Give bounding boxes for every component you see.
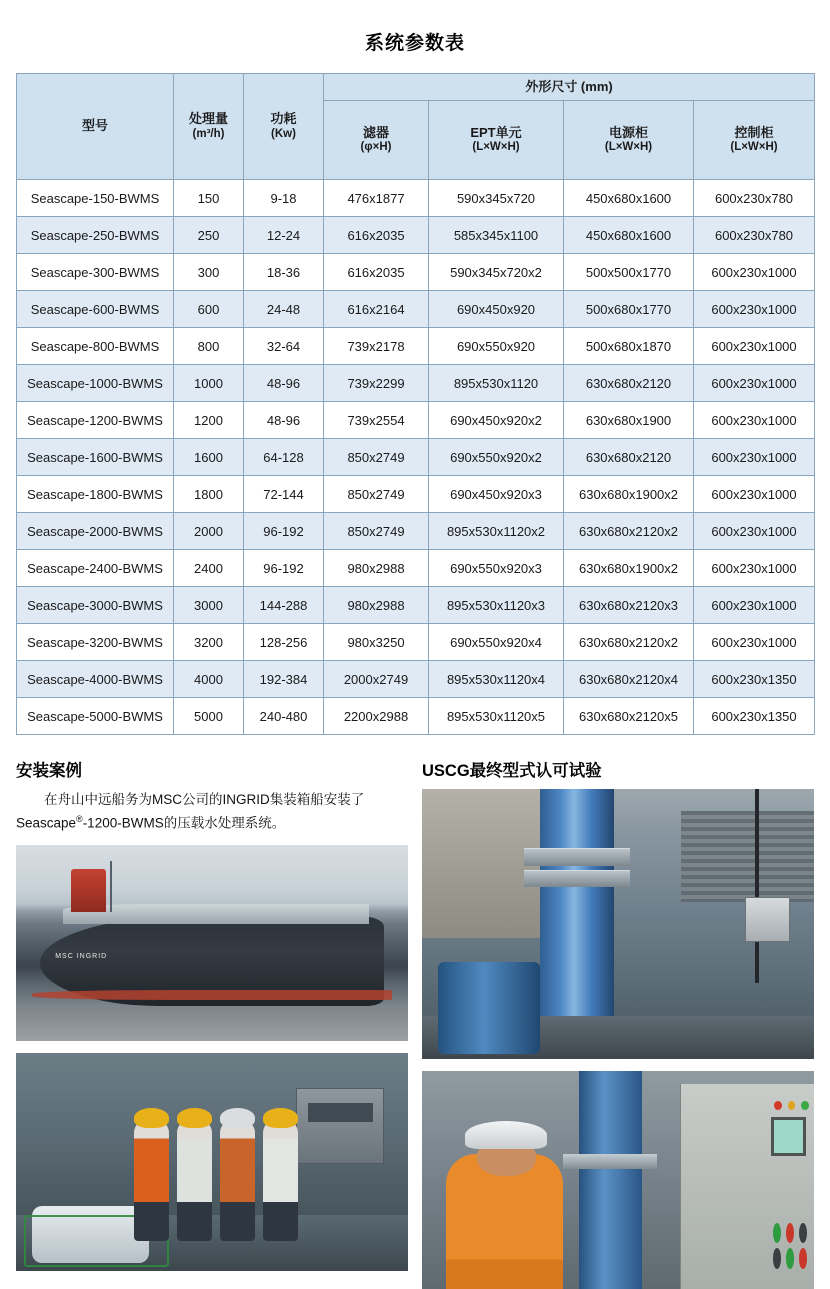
bottom-sections <box>16 735 814 1289</box>
cell-model: Seascape-2400-BWMS <box>17 550 174 587</box>
cell-model: Seascape-3200-BWMS <box>17 624 174 661</box>
cell-filter: 739x2178 <box>324 328 429 365</box>
th-capacity-unit: (m³/h) <box>192 127 225 140</box>
cell-power-cabinet: 630x680x1900x2 <box>564 476 694 513</box>
paragraph-line-2b: -1200-BWMS的压载水处理系统。 <box>82 815 286 831</box>
cell-capacity: 3000 <box>174 587 244 624</box>
cell-model: Seascape-300-BWMS <box>17 254 174 291</box>
cell-control-cabinet: 600x230x1000 <box>694 439 815 476</box>
indicator-lamp-green <box>801 1101 809 1110</box>
ship-waterline <box>32 990 393 1000</box>
blue-tank <box>438 962 540 1054</box>
table-row <box>17 217 815 254</box>
cell-filter: 850x2749 <box>324 513 429 550</box>
crew-member <box>134 1119 169 1241</box>
th-power-cabinet-label: 电源柜 <box>608 124 648 140</box>
cell-power: 48-96 <box>244 365 324 402</box>
cell-filter: 739x2554 <box>324 402 429 439</box>
cell-power: 24-48 <box>244 291 324 328</box>
cell-model: Seascape-150-BWMS <box>17 180 174 217</box>
cell-power-cabinet: 630x680x2120 <box>564 365 694 402</box>
cell-power-cabinet: 630x680x2120x3 <box>564 587 694 624</box>
panel-button-black <box>773 1248 781 1268</box>
cell-control-cabinet: 600x230x1350 <box>694 698 815 735</box>
cell-capacity: 5000 <box>174 698 244 735</box>
cell-ept: 690x550x920 <box>429 328 564 365</box>
cell-power-cabinet: 500x500x1770 <box>564 254 694 291</box>
cell-model: Seascape-2000-BWMS <box>17 513 174 550</box>
uscg-test-heading: USCG最终型式认可试验 <box>422 762 602 780</box>
electrical-cable <box>755 789 759 983</box>
cell-filter: 616x2035 <box>324 217 429 254</box>
table-row <box>17 513 815 550</box>
cell-power: 18-36 <box>244 254 324 291</box>
cell-ept: 690x450x920x3 <box>429 476 564 513</box>
cell-capacity: 300 <box>174 254 244 291</box>
cell-control-cabinet: 600x230x1000 <box>694 328 815 365</box>
pipe-flange <box>524 870 630 887</box>
th-ept-unit: (L×W×H) <box>472 141 520 154</box>
cell-model: Seascape-1200-BWMS <box>17 402 174 439</box>
paragraph-line-2a: 了Seascape <box>16 792 365 831</box>
cell-model: Seascape-1600-BWMS <box>17 439 174 476</box>
cell-ept: 585x345x1100 <box>429 217 564 254</box>
th-power-label: 功耗 <box>270 111 297 127</box>
cell-control-cabinet: 600x230x1000 <box>694 624 815 661</box>
wall-grating <box>681 811 814 903</box>
pipe-flange <box>563 1154 657 1169</box>
cell-ept: 895x530x1120x5 <box>429 698 564 735</box>
cell-model: Seascape-1000-BWMS <box>17 365 174 402</box>
th-control-cabinet-label: 控制柜 <box>734 124 774 140</box>
ship-funnel <box>71 869 106 912</box>
cell-power-cabinet: 630x680x2120x5 <box>564 698 694 735</box>
th-power-unit: (Kw) <box>271 127 296 140</box>
cell-capacity: 1600 <box>174 439 244 476</box>
cell-power: 9-18 <box>244 180 324 217</box>
cell-control-cabinet: 600x230x1000 <box>694 402 815 439</box>
cell-model: Seascape-600-BWMS <box>17 291 174 328</box>
safety-helmet <box>465 1121 547 1149</box>
ship-deckhouse <box>63 904 369 924</box>
safety-helmet <box>220 1108 255 1128</box>
cell-ept: 690x450x920x2 <box>429 402 564 439</box>
cell-control-cabinet: 600x230x1350 <box>694 661 815 698</box>
table-row <box>17 698 815 735</box>
cell-power: 96-192 <box>244 550 324 587</box>
cell-capacity: 4000 <box>174 661 244 698</box>
cell-filter: 2000x2749 <box>324 661 429 698</box>
cell-power: 240-480 <box>244 698 324 735</box>
cell-power-cabinet: 630x680x2120x2 <box>564 624 694 661</box>
cell-ept: 895x530x1120x4 <box>429 661 564 698</box>
th-filter <box>324 101 429 180</box>
cell-model: Seascape-1800-BWMS <box>17 476 174 513</box>
paragraph-line-1: 在舟山中远船务为MSC公司的INGRID集装箱船安装 <box>44 792 351 807</box>
installation-case-heading: 安装案例 <box>16 762 82 780</box>
table-row <box>17 550 815 587</box>
photo-ship-in-drydock <box>16 845 408 1041</box>
dock-wall <box>16 1006 408 1041</box>
cell-model: Seascape-5000-BWMS <box>17 698 174 735</box>
crew-member <box>177 1119 212 1241</box>
table-header-row-1 <box>17 74 815 101</box>
cell-control-cabinet: 600x230x780 <box>694 180 815 217</box>
cell-ept: 590x345x720 <box>429 180 564 217</box>
ship-mast <box>110 861 112 912</box>
photo-crew-in-engine-room <box>16 1053 408 1271</box>
th-ept <box>429 101 564 180</box>
indicator-lamp-row <box>774 1100 809 1110</box>
cell-model: Seascape-800-BWMS <box>17 328 174 365</box>
cell-control-cabinet: 600x230x1000 <box>694 476 815 513</box>
installation-case-section <box>16 735 408 1289</box>
th-capacity-label: 处理量 <box>188 111 228 127</box>
cell-power: 12-24 <box>244 217 324 254</box>
hmi-screen <box>771 1117 806 1156</box>
cell-capacity: 150 <box>174 180 244 217</box>
cell-capacity: 3200 <box>174 624 244 661</box>
panel-button-green <box>773 1223 781 1243</box>
cell-capacity: 250 <box>174 217 244 254</box>
cell-control-cabinet: 600x230x1000 <box>694 365 815 402</box>
uscg-test-section <box>422 735 814 1289</box>
cell-ept: 895x530x1120 <box>429 365 564 402</box>
th-model: 型号 <box>17 74 174 180</box>
panel-button-grid <box>773 1223 808 1268</box>
cell-ept: 590x345x720x2 <box>429 254 564 291</box>
cell-capacity: 600 <box>174 291 244 328</box>
cell-capacity: 1000 <box>174 365 244 402</box>
pipe-flange <box>524 848 630 865</box>
cell-capacity: 2000 <box>174 513 244 550</box>
table-row <box>17 439 815 476</box>
cell-ept: 690x550x920x4 <box>429 624 564 661</box>
th-filter-unit: (φ×H) <box>360 141 392 154</box>
th-power-cabinet <box>564 101 694 180</box>
cell-ept: 690x550x920x3 <box>429 550 564 587</box>
control-panel <box>680 1084 814 1289</box>
cell-power: 32-64 <box>244 328 324 365</box>
cell-filter: 980x2988 <box>324 587 429 624</box>
cell-power: 192-384 <box>244 661 324 698</box>
cell-power: 144-288 <box>244 587 324 624</box>
photo-operator-at-control-panel <box>422 1071 814 1289</box>
cell-power: 128-256 <box>244 624 324 661</box>
safety-helmet <box>177 1108 212 1128</box>
panel-button-green <box>786 1248 794 1268</box>
crew-member <box>220 1119 255 1241</box>
th-control-cabinet <box>694 101 815 180</box>
cell-power-cabinet: 500x680x1870 <box>564 328 694 365</box>
table-row <box>17 328 815 365</box>
cell-capacity: 1800 <box>174 476 244 513</box>
cell-power: 48-96 <box>244 402 324 439</box>
blue-pipe <box>579 1071 642 1289</box>
cell-filter: 850x2749 <box>324 439 429 476</box>
th-power <box>244 74 324 180</box>
cell-ept: 895x530x1120x3 <box>429 587 564 624</box>
safety-helmet <box>134 1108 169 1128</box>
indicator-lamp-amber <box>788 1101 796 1110</box>
cell-ept: 690x550x920x2 <box>429 439 564 476</box>
ship-name-text: MSC INGRID <box>55 953 108 961</box>
safety-helmet <box>263 1108 298 1128</box>
junction-box <box>745 897 790 942</box>
th-capacity <box>174 74 244 180</box>
cell-model: Seascape-250-BWMS <box>17 217 174 254</box>
crew-member <box>263 1119 298 1241</box>
cell-control-cabinet: 600x230x1000 <box>694 291 815 328</box>
panel-button-black <box>799 1223 807 1243</box>
cell-power: 64-128 <box>244 439 324 476</box>
cell-ept: 895x530x1120x2 <box>429 513 564 550</box>
indicator-lamp-red <box>774 1101 782 1110</box>
cell-power-cabinet: 630x680x2120 <box>564 439 694 476</box>
table-row <box>17 587 815 624</box>
th-control-cabinet-unit: (L×W×H) <box>730 141 778 154</box>
cell-power-cabinet: 450x680x1600 <box>564 217 694 254</box>
cell-power-cabinet: 500x680x1770 <box>564 291 694 328</box>
photo-uscg-test-rig <box>422 789 814 1059</box>
cell-capacity: 800 <box>174 328 244 365</box>
cell-power-cabinet: 630x680x1900x2 <box>564 550 694 587</box>
table-row <box>17 476 815 513</box>
page-title: 系统参数表 <box>364 33 465 54</box>
cell-model: Seascape-4000-BWMS <box>17 661 174 698</box>
cell-power-cabinet: 450x680x1600 <box>564 180 694 217</box>
system-parameter-table <box>16 73 815 735</box>
th-power-cabinet-unit: (L×W×H) <box>604 141 653 154</box>
th-dimensions-group: 外形尺寸 (mm) <box>324 74 815 101</box>
registered-mark: ® <box>76 813 83 824</box>
cell-power-cabinet: 630x680x2120x4 <box>564 661 694 698</box>
cell-control-cabinet: 600x230x1000 <box>694 254 815 291</box>
installation-case-paragraph <box>16 789 408 835</box>
cell-power-cabinet: 630x680x2120x2 <box>564 513 694 550</box>
table-row <box>17 402 815 439</box>
table-row <box>17 624 815 661</box>
cell-control-cabinet: 600x230x1000 <box>694 587 815 624</box>
cell-filter: 476x1877 <box>324 180 429 217</box>
table-header <box>17 74 815 180</box>
cell-filter: 739x2299 <box>324 365 429 402</box>
cell-control-cabinet: 600x230x1000 <box>694 550 815 587</box>
cell-control-cabinet: 600x230x780 <box>694 217 815 254</box>
cell-control-cabinet: 600x230x1000 <box>694 513 815 550</box>
table-body <box>17 180 815 735</box>
cell-ept: 690x450x920 <box>429 291 564 328</box>
cell-filter: 850x2749 <box>324 476 429 513</box>
cell-filter: 980x3250 <box>324 624 429 661</box>
cell-filter: 616x2035 <box>324 254 429 291</box>
table-row <box>17 661 815 698</box>
table-row <box>17 365 815 402</box>
cell-capacity: 1200 <box>174 402 244 439</box>
cell-filter: 2200x2988 <box>324 698 429 735</box>
th-filter-label: 滤器 <box>362 124 389 140</box>
table-row <box>17 180 815 217</box>
cell-capacity: 2400 <box>174 550 244 587</box>
cell-power: 72-144 <box>244 476 324 513</box>
cell-filter: 616x2164 <box>324 291 429 328</box>
cell-model: Seascape-3000-BWMS <box>17 587 174 624</box>
cell-power-cabinet: 630x680x1900 <box>564 402 694 439</box>
table-row <box>17 254 815 291</box>
concrete-wall <box>422 789 540 938</box>
cell-filter: 980x2988 <box>324 550 429 587</box>
engine-room-panel <box>296 1088 384 1164</box>
cell-power: 96-192 <box>244 513 324 550</box>
panel-button-red <box>799 1248 807 1268</box>
table-row <box>17 291 815 328</box>
th-ept-label: EPT单元 <box>470 124 522 140</box>
panel-button-red <box>786 1223 794 1243</box>
